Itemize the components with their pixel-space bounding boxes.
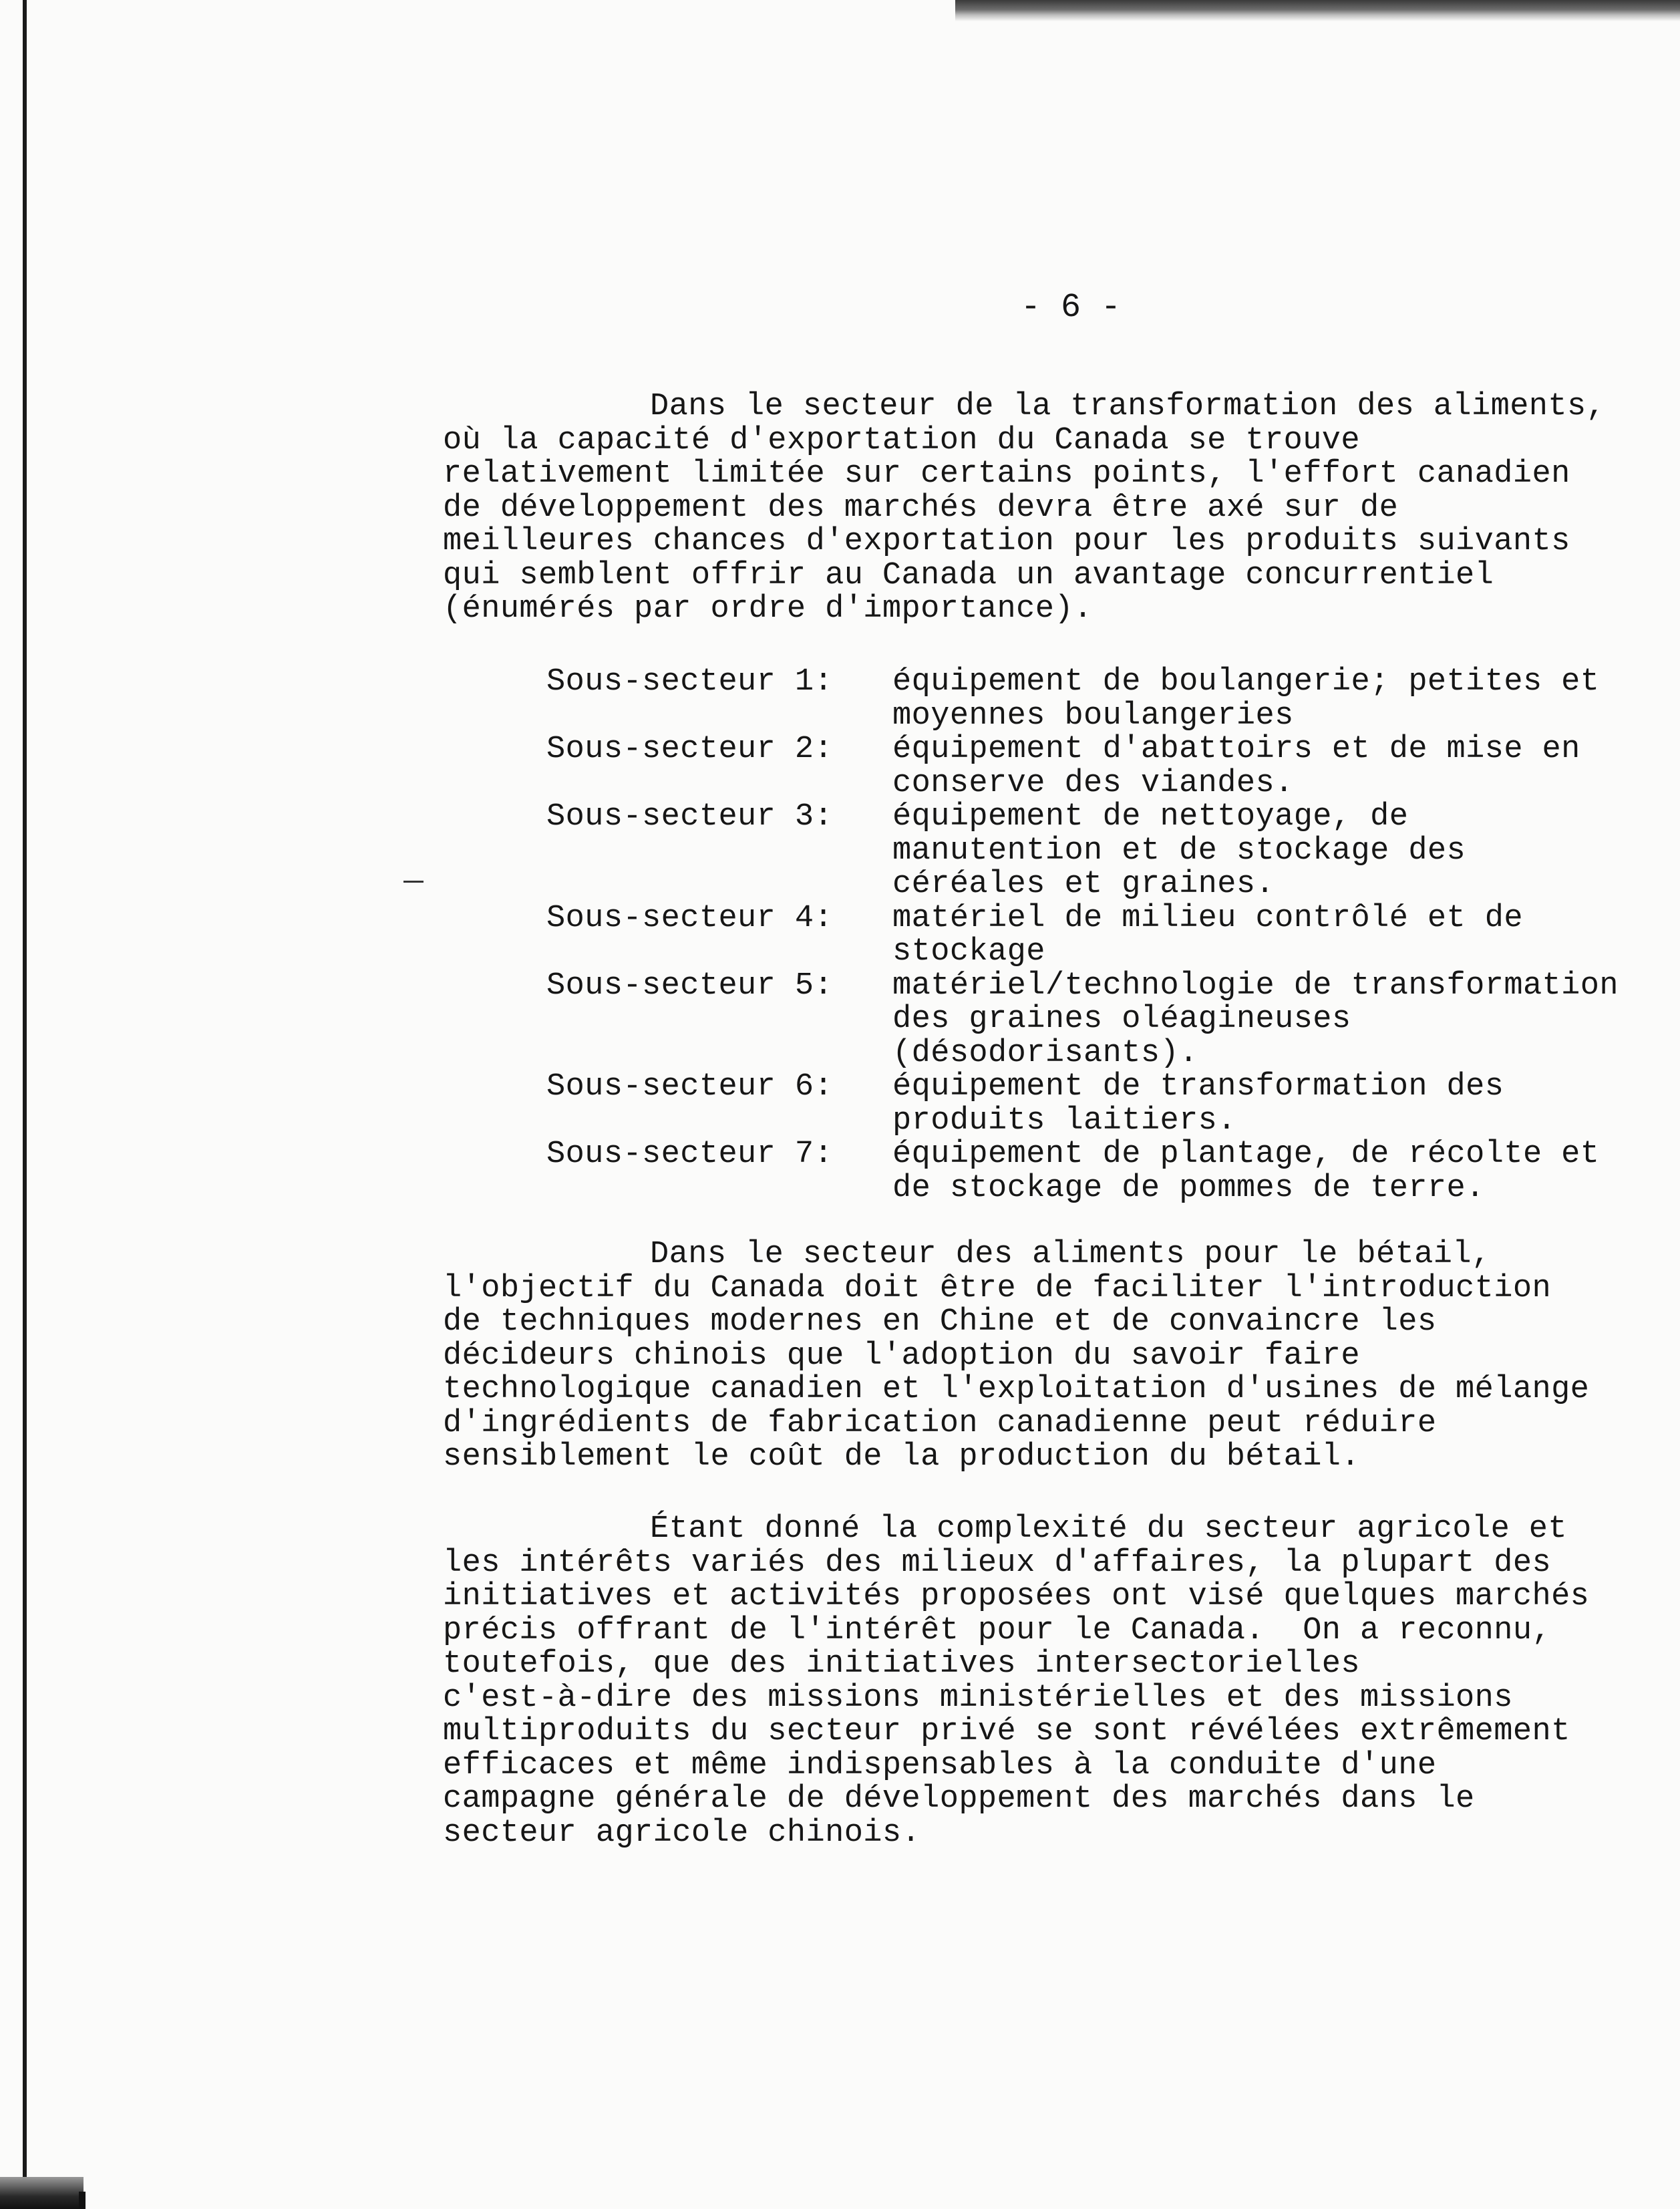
- scan-border-bottom: [0, 2177, 83, 2209]
- paragraph-line-text: Étant donné la complexité du secteur agricole et: [650, 1511, 1568, 1547]
- paragraph-line: toutefois, que des initiatives intersectorielles: [443, 1646, 1361, 1682]
- sub-sector-description: [892, 1138, 1675, 1205]
- paragraph-line: relativement limitée sur certains points, l'effort canadien: [443, 456, 1570, 492]
- paragraph-line: c'est-à-dire des missions ministérielles et des missions: [443, 1680, 1513, 1716]
- paragraph-line: secteur agricole chinois.: [443, 1815, 921, 1851]
- sub-sector-label: Sous-secteur 3:: [546, 799, 834, 835]
- description-line: équipement de nettoyage, de: [892, 799, 1409, 835]
- sub-sector-label: Sous-secteur 7:: [546, 1137, 834, 1172]
- paragraph-line-text: Dans le secteur des aliments pour le bétail,: [650, 1237, 1491, 1272]
- page-number: - 6 -: [1021, 289, 1122, 327]
- paragraph-line: meilleures chances d'exportation pour les produits suivants: [443, 524, 1570, 559]
- paragraph-line: décideurs chinois que l'adoption du savoir faire: [443, 1338, 1361, 1374]
- sub-sector-label: Sous-secteur 6:: [546, 1069, 834, 1104]
- sub-sector-description: [892, 970, 1675, 1071]
- description-line: équipement d'abattoirs et de mise en: [892, 732, 1580, 767]
- description-line: matériel/technologie de transformation: [892, 968, 1619, 1004]
- list-item: [546, 1070, 1675, 1138]
- paragraph-line: d'ingrédients de fabrication canadienne peut réduire: [443, 1405, 1437, 1441]
- sub-sector-label: Sous-secteur 1:: [546, 664, 834, 700]
- scan-border-bottom-mark: [79, 2192, 86, 2209]
- description-line: manutention et de stockage des: [892, 833, 1466, 869]
- sub-sector-label: Sous-secteur 5:: [546, 968, 834, 1004]
- sub-sector-label: Sous-secteur 4:: [546, 900, 834, 936]
- paragraph-line: (énumérés par ordre d'importance).: [443, 591, 1093, 627]
- description-line: moyennes boulangeries: [892, 698, 1294, 734]
- description-line: stockage: [892, 934, 1045, 970]
- list-item: [546, 666, 1675, 733]
- paragraph-line: sensiblement le coût de la production du bétail.: [443, 1439, 1361, 1475]
- paragraph-line: initiatives et activités proposées ont visé quelques marchés: [443, 1579, 1590, 1614]
- description-line: céréales et graines.: [892, 867, 1275, 902]
- description-line: matériel de milieu contrôlé et de: [892, 900, 1523, 936]
- description-line: conserve des viandes.: [892, 765, 1294, 801]
- sub-sector-description: [892, 902, 1675, 970]
- paragraph-line: efficaces et même indispensables à la conduite d'une: [443, 1747, 1437, 1783]
- paragraph-agricultural-sector: [443, 1513, 1672, 1850]
- paragraph-line: [443, 1238, 1672, 1272]
- paragraph-line: [443, 1513, 1672, 1547]
- paragraph-livestock-feed: [443, 1238, 1672, 1475]
- description-line: équipement de boulangerie; petites et: [892, 664, 1600, 700]
- list-item: [546, 1138, 1675, 1205]
- description-line: de stockage de pommes de terre.: [892, 1170, 1485, 1206]
- description-line: équipement de transformation des: [892, 1069, 1504, 1104]
- description-line: des graines oléagineuses: [892, 1002, 1351, 1037]
- paragraph-line: les intérêts variés des milieux d'affaires, la plupart des: [443, 1545, 1552, 1581]
- paragraph-line: [443, 390, 1672, 424]
- paragraph-line-text: Dans le secteur de la transformation des aliments,: [650, 389, 1606, 424]
- paragraph-line: campagne générale de développement des marchés dans le: [443, 1781, 1475, 1817]
- paragraph-line: précis offrant de l'intérêt pour le Canada. On a reconnu,: [443, 1612, 1552, 1648]
- sub-sector-description: [892, 666, 1675, 733]
- description-line: équipement de plantage, de récolte et: [892, 1137, 1600, 1172]
- paragraph-line: l'objectif du Canada doit être de faciliter l'introduction: [443, 1270, 1552, 1306]
- paragraph-line: de développement des marchés devra être axé sur de: [443, 490, 1399, 526]
- paragraph-line: technologique canadien et l'exploitation d'usines de mélange: [443, 1372, 1590, 1407]
- list-item: [546, 970, 1675, 1071]
- description-line: produits laitiers.: [892, 1102, 1236, 1139]
- list-item: [546, 902, 1675, 970]
- paragraph-line: de techniques modernes en Chine et de convaincre les: [443, 1304, 1437, 1340]
- list-item: [546, 800, 1675, 902]
- paragraph-food-processing: [443, 390, 1672, 627]
- sub-sector-description: [892, 800, 1675, 902]
- sub-sector-label: Sous-secteur 2:: [546, 732, 834, 767]
- scan-border-top: [955, 0, 1680, 21]
- sub-sector-description: [892, 733, 1675, 800]
- paragraph-line: qui semblent offrir au Canada un avantage concurrentiel: [443, 557, 1494, 593]
- margin-mark: [403, 881, 424, 883]
- description-line: (désodorisants).: [892, 1035, 1198, 1071]
- sub-sector-description: [892, 1070, 1675, 1138]
- sub-sector-list: [546, 666, 1675, 1205]
- paragraph-line: multiproduits du secteur privé se sont révélées extrêmement: [443, 1714, 1570, 1749]
- paragraph-line: où la capacité d'exportation du Canada se trouve: [443, 422, 1361, 458]
- list-item: [546, 733, 1675, 800]
- scan-border-left: [23, 0, 27, 2209]
